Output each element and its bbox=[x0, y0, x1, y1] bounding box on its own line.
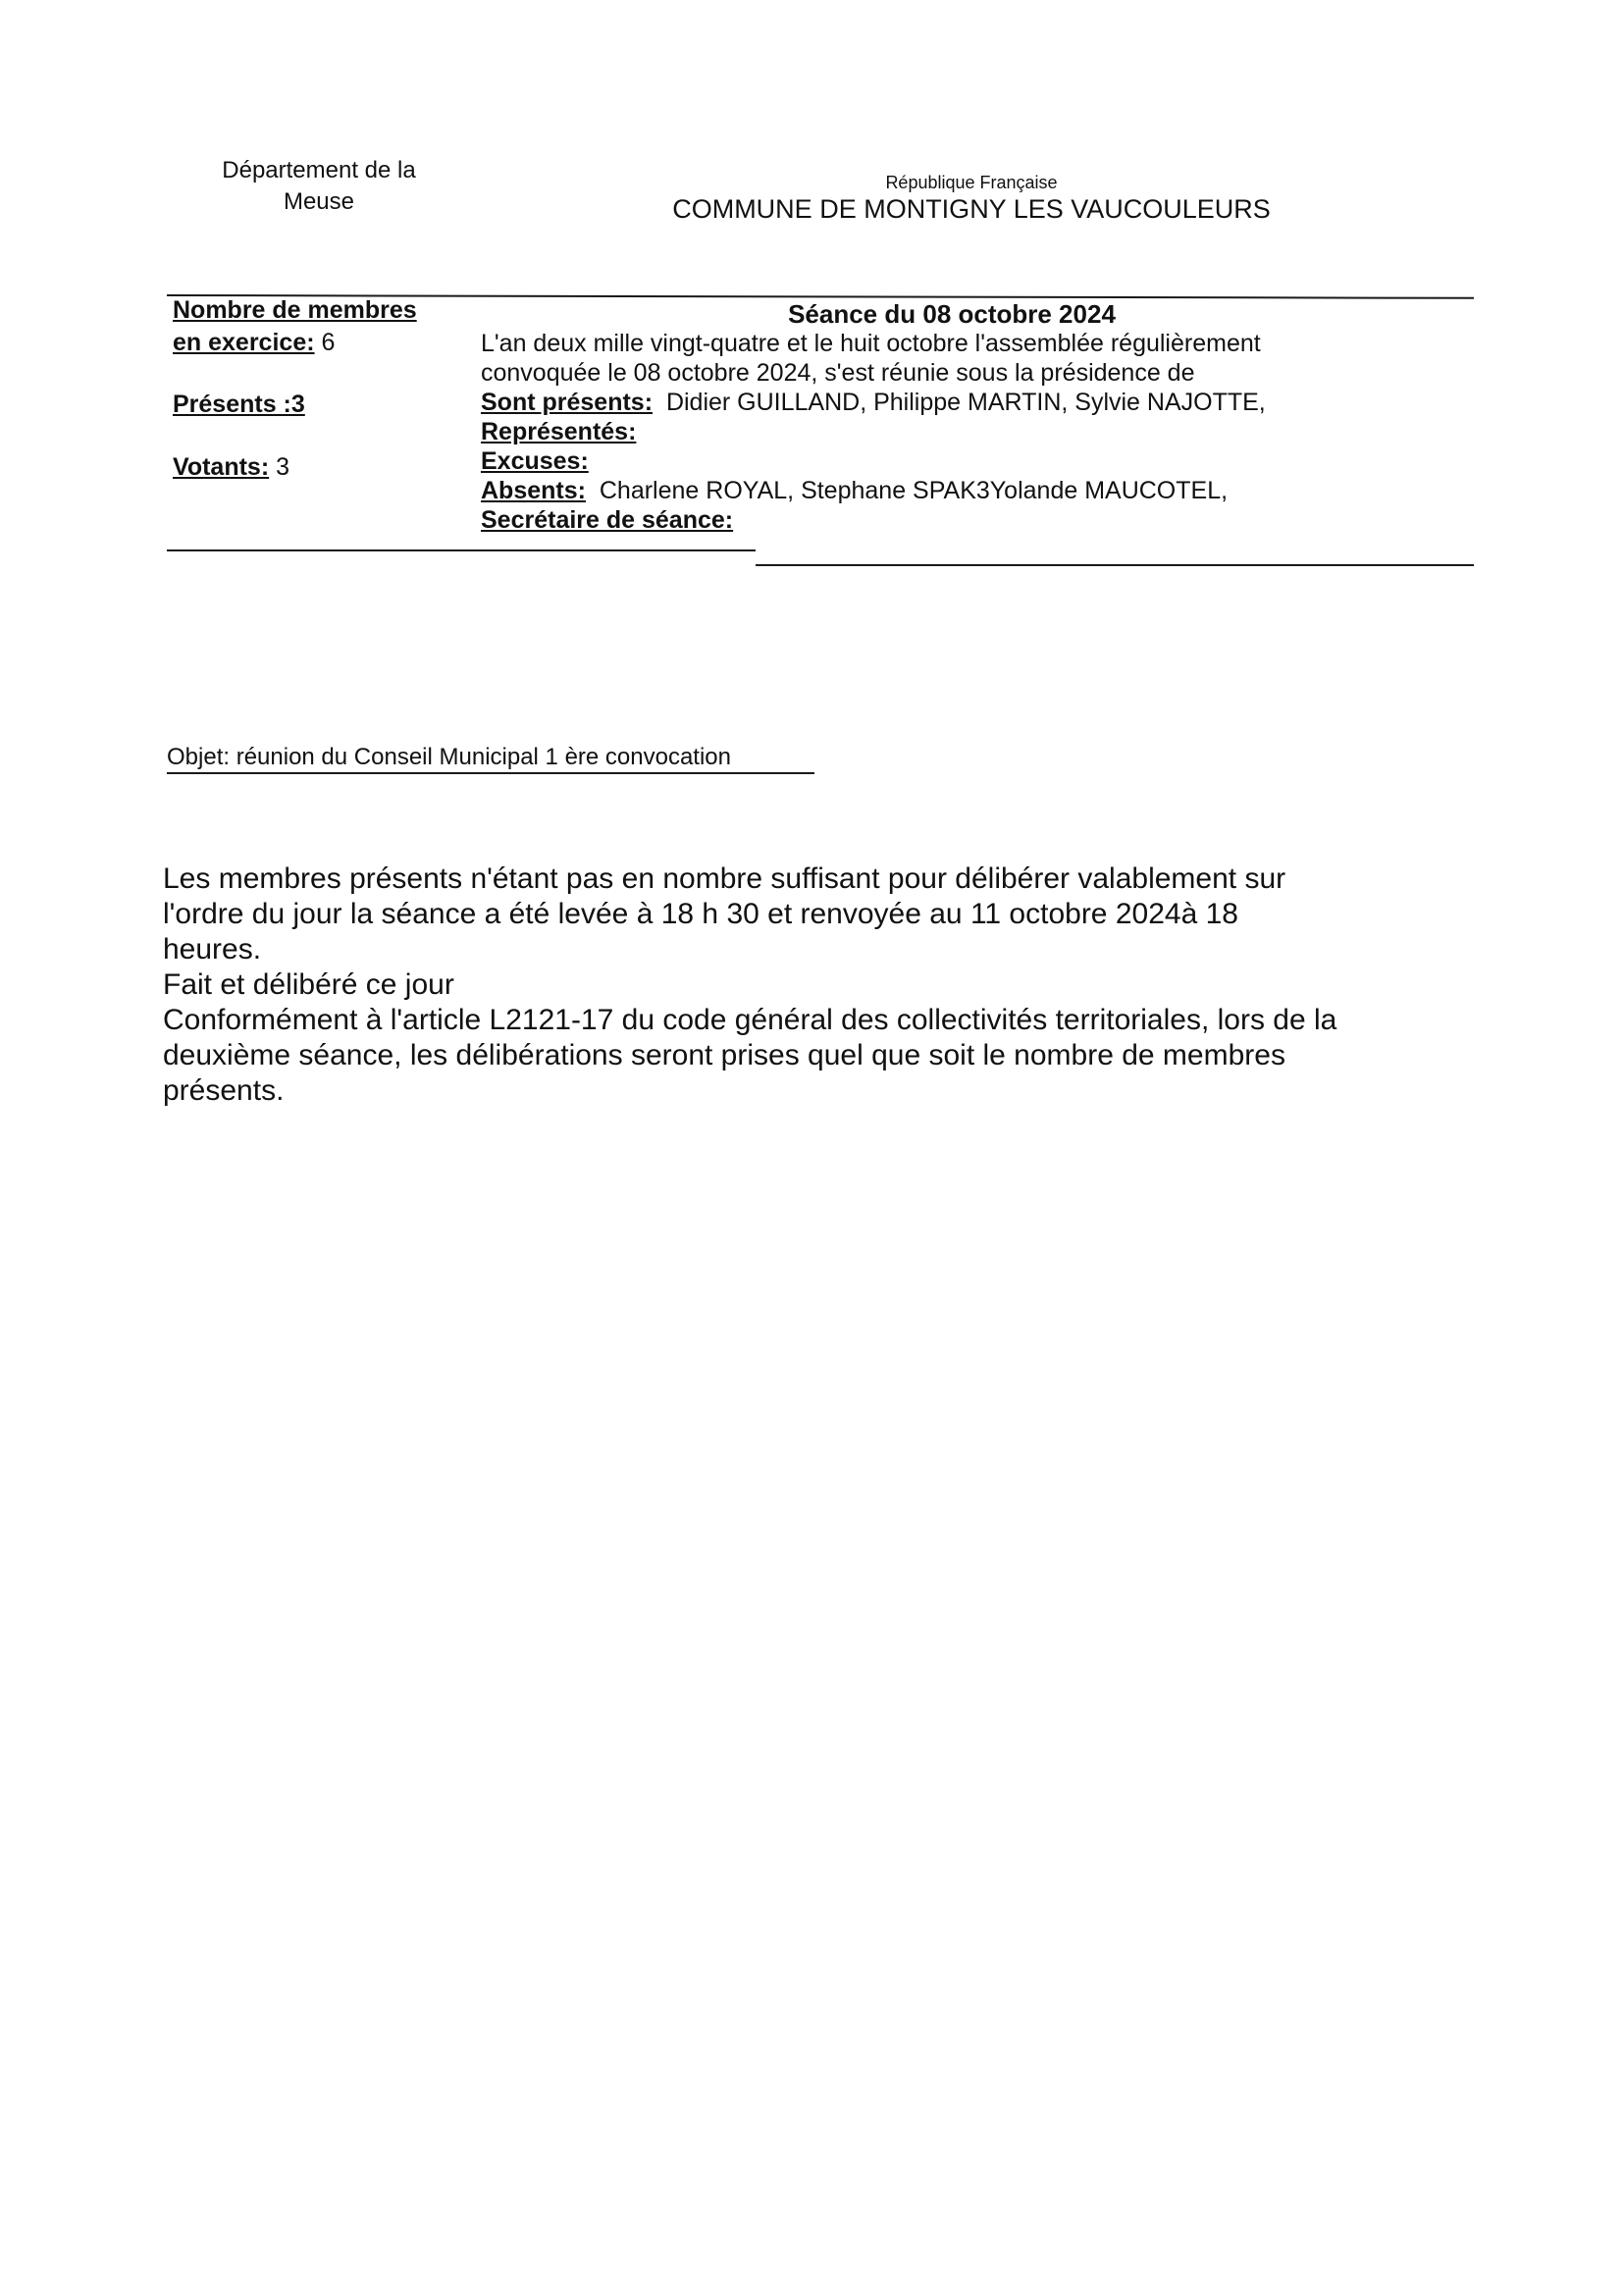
department-name: Meuse bbox=[283, 188, 355, 215]
votants-value: 3 bbox=[276, 453, 290, 481]
commune-title: COMMUNE DE MONTIGNY LES VAUCOULEURS bbox=[672, 194, 1271, 224]
seance-title: Séance du 08 octobre 2024 bbox=[788, 299, 1116, 329]
exercice-label: en exercice: bbox=[173, 329, 315, 356]
objet-underline bbox=[167, 772, 814, 774]
members-summary bbox=[173, 294, 417, 484]
representes-row bbox=[481, 417, 1472, 446]
exercice-value: 6 bbox=[321, 329, 336, 356]
members-count-label: Nombre de membres bbox=[173, 296, 417, 324]
bottom-divider-right bbox=[756, 564, 1474, 566]
seance-intro-line-2: convoquée le 08 octobre 2024, s'est réunie sous la présidence de bbox=[481, 359, 1195, 387]
body-line-1: Les membres présents n'étant pas en nombre suffisant pour délibérer valablement sur bbox=[163, 862, 1286, 895]
absents-label: Absents: bbox=[481, 477, 586, 504]
seance-intro-line-1: L'an deux mille vingt-quatre et le huit octobre l'assemblée régulièrement bbox=[481, 330, 1261, 357]
body-line-3: heures. bbox=[163, 933, 262, 965]
absents-names: Charlene ROYAL, Stephane SPAK3Yolande MAUCOTEL, bbox=[599, 477, 1229, 504]
body-line-5: Conformément à l'article L2121-17 du code général des collectivités territoriales, lors de la bbox=[163, 1004, 1337, 1036]
republique-label: République Française bbox=[885, 173, 1058, 192]
presents-row bbox=[481, 388, 1472, 417]
representes-label: Représentés: bbox=[481, 418, 637, 445]
objet-line: Objet: réunion du Conseil Municipal 1 ère convocation bbox=[167, 744, 732, 770]
body-line-7: présents. bbox=[163, 1074, 285, 1107]
votants-label: Votants: bbox=[173, 453, 270, 481]
deliberation-body bbox=[163, 861, 1478, 1109]
presents-count: Présents :3 bbox=[173, 391, 305, 418]
department-header bbox=[196, 155, 442, 218]
excuses-row bbox=[481, 446, 1472, 476]
body-line-2: l'ordre du jour la séance a été levée à 18 h 30 et renvoyée au 11 octobre 2024à 18 bbox=[163, 898, 1238, 930]
body-line-6: deuxième séance, les délibérations seront prises quel que soit le nombre de membres bbox=[163, 1039, 1285, 1071]
body-line-4: Fait et délibéré ce jour bbox=[163, 968, 454, 1001]
absents-row bbox=[481, 476, 1472, 505]
presents-names: Didier GUILLAND, Philippe MARTIN, Sylvie NAJOTTE, bbox=[665, 389, 1266, 416]
secretaire-label: Secrétaire de séance: bbox=[481, 506, 734, 534]
department-label: Département de la bbox=[222, 157, 416, 183]
seance-details bbox=[481, 299, 1472, 535]
presents-label: Sont présents: bbox=[481, 389, 654, 416]
secretaire-row bbox=[481, 505, 1472, 535]
bottom-divider-left bbox=[167, 549, 756, 551]
excuses-label: Excuses: bbox=[481, 447, 589, 475]
